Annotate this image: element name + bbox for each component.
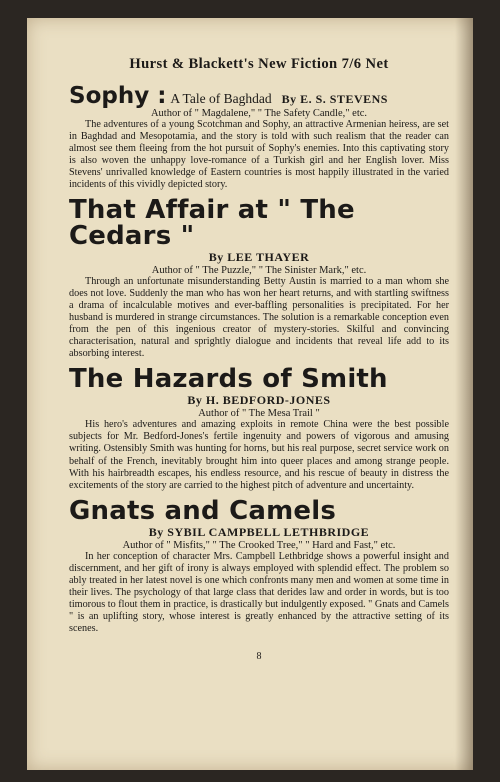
book-description: In her conception of character Mrs. Campbell Lethbridge shows a powerful insight and discernment, and her gift of irony is always employed with splendid effect. The problem so ably treated in her latest novel is one which confronts many men and women at some time in their lives. The psychology of that large class that derides law and order in words, but is too timorous to flout them in practice, is drastically but indulgently exposed. " Gnats and Camels " is an uplifting story, whose interest is greatly enhanced by the attractive setting of its scenes. xyxy=(69,550,449,634)
book-author: By E. S. STEVENS xyxy=(281,92,388,106)
book-credits: Author of " The Mesa Trail " xyxy=(198,408,320,420)
book-description: His hero's adventures and amazing exploits in remote China were the best possible subjects for Mr. Bedford-Jones's fertile ingenuity and powers of vigorous and amusing writing. Ostensibly Smith was hunting for horns, but his real purpose, secret service work on behalf of the French, inevitably brought him into queer places and among strange people. With his hairbreadth escapes, his endless resource, and his rescue of beauty in distress the excitements of the story are carried to the highest pitch of adventure and uncertainty. xyxy=(69,419,449,491)
book-title-line xyxy=(69,495,449,526)
book-credits: Author of " The Puzzle," " The Sinister Mark," etc. xyxy=(151,265,367,277)
book-author: By SYBIL CAMPBELL LETHBRIDGE xyxy=(148,524,370,539)
book-author: By LEE THAYER xyxy=(208,250,310,265)
catalogue-page xyxy=(27,18,473,770)
book-subtitle: A Tale of Baghdad xyxy=(170,91,272,106)
book-title-line xyxy=(69,85,449,108)
book-title: The Hazards of Smith xyxy=(69,364,388,395)
book-entry-gnats xyxy=(69,495,449,635)
page-number: 8 xyxy=(256,650,262,662)
book-entry-smith xyxy=(69,366,449,491)
page-content xyxy=(69,56,449,662)
book-title: That Affair at " The Cedars " xyxy=(69,195,355,252)
book-title: Sophy : xyxy=(69,83,167,109)
book-credits: Author of " Misfits," " The Crooked Tree," " Hard and Fast," etc. xyxy=(122,539,396,551)
book-title-line xyxy=(69,364,449,395)
book-author: By H. BEDFORD-JONES xyxy=(187,393,331,408)
book-description: The adventures of a young Scotchman and Sophy, an attractive Armenian heiress, are set in Baghdad and Mesopotamia, and the story is told with such realism that the reader can almost see them fleeing from the hot pursuit of Sophy's enemies. Into this captivating story is also woven the unhappy love-romance of a Turkish girl and her English lover. Miss Stevens' unrivalled knowledge of Eastern countries is most happily illustrated in the varied incidents of this vividly depicted story. xyxy=(69,119,449,191)
running-head: Hurst & Blackett's New Fiction 7/6 Net xyxy=(129,56,389,72)
book-title: Gnats and Camels xyxy=(69,495,337,526)
book-entry-sophy xyxy=(69,85,449,191)
book-description: Through an unfortunate misunderstanding Betty Austin is married to a man whom she does not love. Suddenly the man who has won her heart returns, and with startling swiftness a drama of incalculable motives and ever-baffling personalities is precipitated. For her husband is murdered in strange circumstances. The solution is a remarkable conception even from the pen of this ingenious creator of mystery-stories. Skilful and convincing characterisation, natural and sprightly dialogue and incidents that reveal life add to its absorbing interest. xyxy=(69,276,449,360)
book-title-line xyxy=(69,195,449,252)
book-credits: Author of " Magdalene," " The Safety Candle," etc. xyxy=(150,108,368,119)
book-entry-cedars xyxy=(69,197,449,360)
page-gutter-shadow xyxy=(455,18,473,770)
